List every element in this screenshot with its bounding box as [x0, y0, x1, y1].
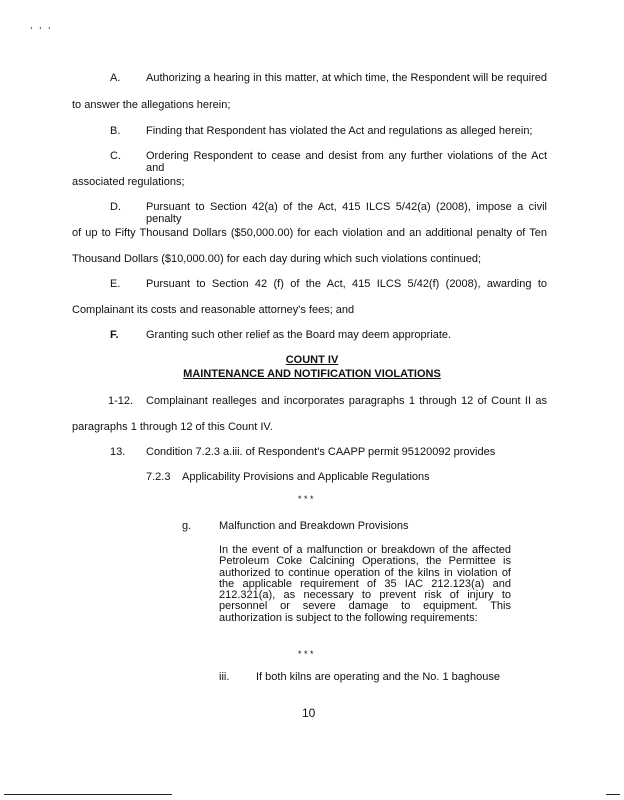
subsection-g-line: In the event of a malfunction or breakdown of the affected	[219, 544, 511, 556]
item-iii-label: iii.	[219, 671, 230, 683]
subsection-g-title: Malfunction and Breakdown Provisions	[219, 520, 409, 532]
item-e-text: Pursuant to Section 42 (f) of the Act, 415 ILCS 5/42(f) (2008), awarding to	[146, 278, 547, 290]
corner-marks: , , ,	[30, 20, 53, 30]
para-1-12-text: Complainant realleges and incorporates paragraphs 1 through 12 of Count II as	[146, 395, 547, 407]
para-13-number: 13.	[110, 446, 126, 458]
subsection-g-line: 212.321(a), as necessary to prevent risk of injury to	[219, 589, 511, 602]
count-heading: COUNT IV	[285, 354, 339, 366]
item-c-continuation: associated regulations;	[72, 176, 185, 188]
subsection-g-body	[219, 545, 511, 624]
para-13-text: Condition 7.2.3 a.iii. of Respondent's CAAPP permit 95120092 provides	[146, 446, 496, 458]
item-iii-text: If both kilns are operating and the No. 1 baghouse	[256, 671, 501, 683]
section-number: 7.2.3	[146, 471, 171, 483]
footer-rule-left	[4, 794, 172, 795]
subsection-g-line: personnel or severe damage to equipment. This	[219, 600, 511, 613]
subsection-g-line: authorization is subject to the following requirements:	[219, 611, 478, 624]
item-a-continuation: to answer the allegations herein;	[72, 99, 231, 111]
item-d-line2: of up to Fifty Thousand Dollars ($50,000.00) for each violation and an additional penalty of Ten	[72, 227, 547, 239]
item-a-label: A.	[110, 72, 121, 84]
item-b-text: Finding that Respondent has violated the Act and regulations as alleged herein;	[146, 125, 533, 137]
item-e-label: E.	[110, 278, 121, 290]
footer-rule-right	[606, 794, 620, 795]
item-c-label: C.	[110, 150, 121, 162]
item-a-text: Authorizing a hearing in this matter, at which time, the Respondent will be required	[146, 72, 547, 84]
section-title: Applicability Provisions and Applicable Regulations	[182, 471, 430, 483]
subsection-g-line: Petroleum Coke Calcining Operations, the Permittee is	[219, 555, 511, 568]
page-number: 10	[302, 706, 316, 720]
item-f-label: F.	[110, 329, 119, 341]
subsection-g-line: authorized to continue operation of the kilns in violation of	[219, 566, 511, 579]
para-1-12-continuation: paragraphs 1 through 12 of this Count IV.	[72, 421, 273, 433]
item-e-continuation: Complainant its costs and reasonable attorney's fees; and	[72, 304, 355, 316]
ellipsis-1: * * *	[298, 494, 314, 504]
subsection-g-label: g.	[182, 520, 192, 532]
para-1-12-number: 1-12.	[108, 395, 134, 407]
item-d-continuation: Thousand Dollars ($10,000.00) for each day during which such violations continued;	[72, 253, 482, 265]
count-subheading: MAINTENANCE AND NOTIFICATION VIOLATIONS	[183, 368, 441, 380]
item-d-text: Pursuant to Section 42(a) of the Act, 415 ILCS 5/42(a) (2008), impose a civil penalty	[146, 201, 547, 225]
item-f-text: Granting such other relief as the Board may deem appropriate.	[146, 329, 452, 341]
item-c-text: Ordering Respondent to cease and desist from any further violations of the Act and	[146, 150, 547, 174]
item-b-label: B.	[110, 125, 121, 137]
subsection-g-line: the applicable requirement of 35 IAC 212.123(a) and	[219, 577, 511, 590]
ellipsis-2: * * *	[298, 649, 314, 659]
item-d-label: D.	[110, 201, 121, 213]
